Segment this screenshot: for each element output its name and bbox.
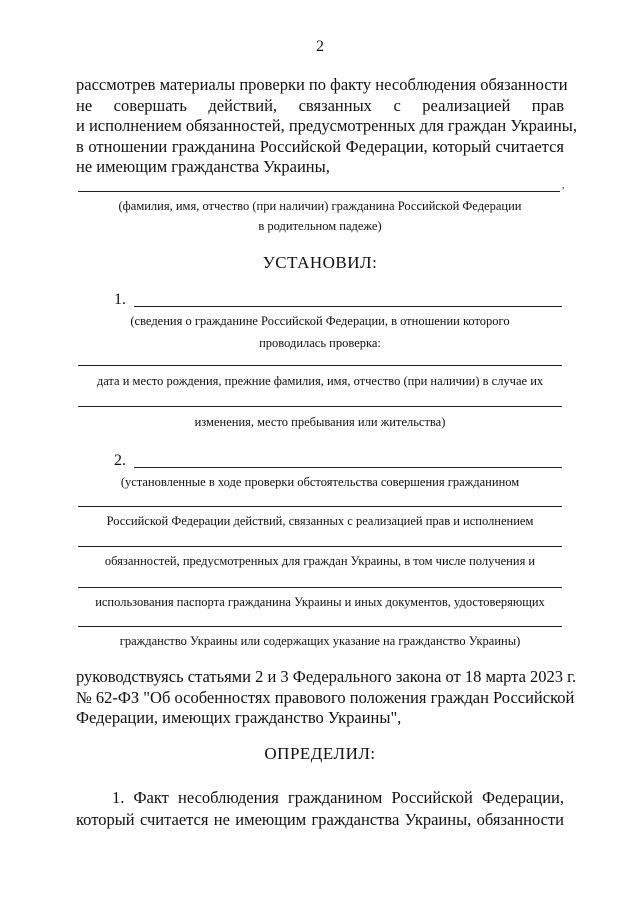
item-2-fill-line xyxy=(78,626,562,627)
item-1-caption: проводилась проверка: xyxy=(259,336,381,350)
item-1-fill-line xyxy=(78,406,562,407)
heading-established: УСТАНОВИЛ: xyxy=(262,253,378,272)
intro-line: не совершать действий, связанных с реализацией прав xyxy=(76,95,564,115)
decision-paragraph xyxy=(76,787,564,831)
item-2-fill-line xyxy=(78,506,562,507)
caption-line: (фамилия, имя, отчество (при наличии) гражданина Российской Федерации xyxy=(118,199,522,213)
guided-paragraph xyxy=(76,667,577,729)
intro-paragraph xyxy=(76,75,578,178)
name-caption xyxy=(0,198,640,234)
item-2-caption: Российской Федерации действий, связанных с реализацией прав и исполнением xyxy=(106,514,534,528)
item-1-caption: изменения, место пребывания или жительства) xyxy=(194,415,446,429)
guided-line: руководствуясь статьями 2 и 3 Федерального закона от 18 марта 2023 г. xyxy=(76,667,577,686)
item-1-caption: (сведения о гражданине Российской Федерации, в отношении которого xyxy=(130,314,510,328)
intro-line: в отношении гражданина Российской Федерации, который считается xyxy=(76,136,564,156)
item-1-caption: дата и место рождения, прежние фамилия, имя, отчество (при наличии) в случае их xyxy=(96,374,544,388)
item-2-fill-line xyxy=(134,467,562,468)
item-2-number: 2. xyxy=(114,452,126,469)
item-1-fill-line xyxy=(134,306,562,307)
intro-line: рассмотрев материалы проверки по факту несоблюдения обязанности xyxy=(76,75,568,94)
item-2-caption: использования паспорта гражданина Украины и иных документов, удостоверяющих xyxy=(95,595,545,609)
item-1-fill-line xyxy=(78,365,562,366)
heading-determined: ОПРЕДЕЛИЛ: xyxy=(264,744,376,763)
intro-line: не имеющим гражданства Украины, xyxy=(76,157,330,176)
guided-line: Федерации, имеющих гражданство Украины", xyxy=(76,708,402,727)
decision-line: который считается не имеющим гражданства Украины, обязанности xyxy=(76,810,564,829)
decision-line: 1. Факт несоблюдения гражданином Российской Федерации, xyxy=(112,788,564,807)
item-2-caption: (установленные в ходе проверки обстоятельства совершения гражданином xyxy=(120,475,520,489)
item-2-caption: обязанностей, предусмотренных для граждан Украины, в том числе получения и xyxy=(104,554,536,568)
name-fill-line xyxy=(78,191,560,192)
item-2-fill-line xyxy=(78,546,562,547)
intro-line: и исполнением обязанностей, предусмотренных для граждан Украины, xyxy=(76,116,578,135)
item-1-number: 1. xyxy=(114,291,126,308)
item-2-fill-line xyxy=(78,587,562,588)
guided-line: № 62-ФЗ "Об особенностях правового положения граждан Российской xyxy=(76,687,575,707)
item-2-caption: гражданство Украины или содержащих указание на гражданство Украины) xyxy=(119,634,521,648)
name-line-comma: , xyxy=(562,180,565,191)
caption-line: в родительном падеже) xyxy=(258,219,382,233)
page-number: 2 xyxy=(316,38,324,55)
